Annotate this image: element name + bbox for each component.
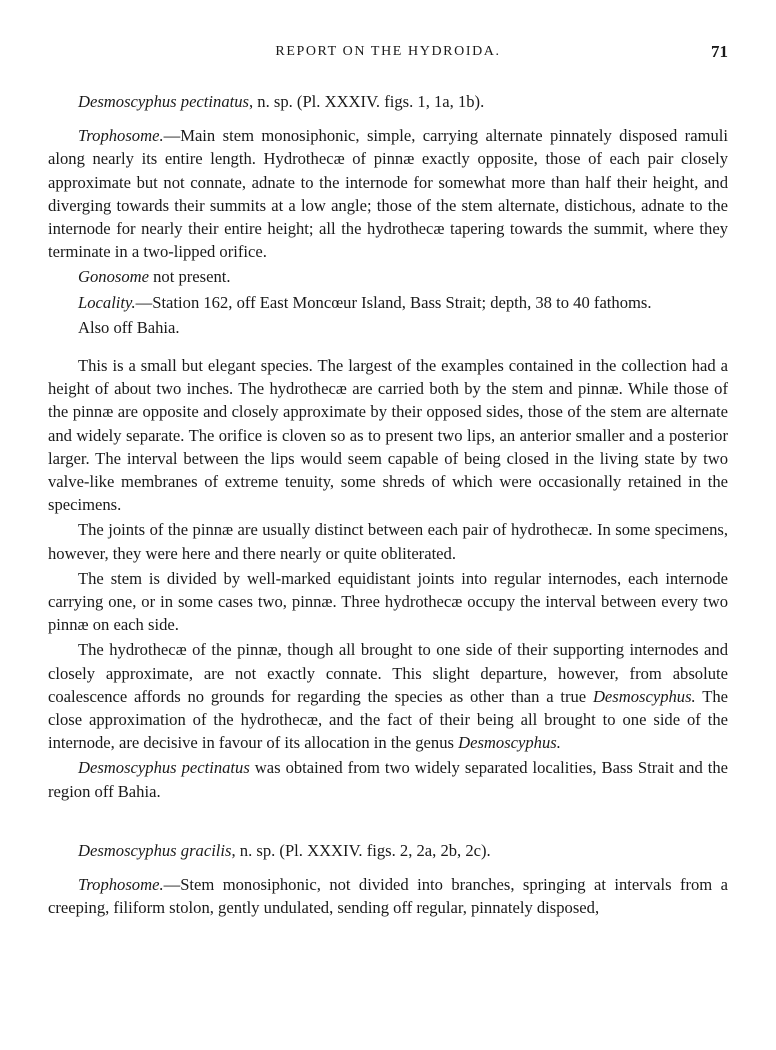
also-locality: Also off Bahia. [78, 317, 180, 337]
page-number: 71 [711, 42, 728, 61]
discussion-paragraph [48, 756, 728, 802]
species-heading-pectinatus [48, 90, 728, 113]
trophosome-label: Trophosome. [78, 126, 164, 146]
genus-name: Desmoscyphus. [458, 733, 561, 753]
trophosome-text: —Main stem monosiphonic, simple, carrying alternate pinnately disposed ramuli along nearly its entire length. Hydrothecæ of pinnæ exactly opposite, those of each pair closely approximate but not connate, adnate to the internode for somewhat more than half their height, and diverging towards their summits at a low angle; those of the stem alternate, distichous, adnate to the internode for nearly their entire height; all the hydrothecæ tapering towards the summit, where they terminate in a two-lipped orifice. [48, 126, 728, 262]
trophosome-text: —Stem monosiphonic, not divided into branches, springing at intervals from a creeping, filiform stolon, gently undulated, sending off regular, pinnately disposed, [48, 875, 728, 918]
locality-label: Locality. [78, 292, 136, 312]
discussion-paragraph [48, 638, 728, 754]
paragraph-text: The close approximation of the hydrothecæ, and the fact of their being all brought to one side of the internode, are decisive in favour of its allocation in the genus [48, 686, 729, 753]
species-plate-reference: , n. sp. (Pl. XXXIV. figs. 1, 1a, 1b). [248, 92, 485, 111]
species-name: Desmoscyphus gracilis [78, 840, 232, 860]
locality-note [48, 291, 728, 314]
gonosome-note [48, 265, 728, 288]
page-body [48, 90, 728, 920]
trophosome-description [48, 124, 728, 263]
paragraph-text: The hydrothecæ of the pinnæ, though all brought to one side of their supporting internodes and closely approximate, are not exactly connate. This slight departure, however, from absolute coalescence affords no grounds for regarding the species as other than a true [48, 640, 728, 706]
locality-text: —Station 162, off East Moncœur Island, Bass Strait; depth, 38 to 40 fathoms. [135, 292, 652, 312]
genus-name: Desmoscyphus. [592, 686, 696, 706]
trophosome-description [48, 873, 728, 919]
discussion-paragraph: The joints of the pinnæ are usually distinct between each pair of hydrothecæ. In some specimens, however, they were here and there nearly or quite obliterated. [48, 520, 728, 563]
gonosome-text: not present. [148, 267, 231, 287]
trophosome-label: Trophosome. [78, 875, 164, 895]
paragraph-text: was obtained from two widely separated localities, Bass Strait and the region off Bahia. [48, 758, 728, 801]
species-plate-reference: , n. sp. (Pl. XXXIV. figs. 2, 2a, 2b, 2c). [231, 840, 491, 860]
species-name: Desmoscyphus pectinatus [78, 92, 249, 111]
gonosome-label: Gonosome [78, 267, 149, 287]
species-name: Desmoscyphus pectinatus [78, 758, 250, 778]
species-heading-gracilis [48, 839, 728, 862]
running-head: REPORT ON THE HYDROIDA. [275, 44, 501, 59]
discussion-paragraph: The stem is divided by well-marked equidistant joints into regular internodes, each internode carrying one, or in some cases two, pinnæ. Three hydrothecæ occupy the interval between every two pinnæ on each side. [48, 568, 728, 635]
discussion-paragraph: This is a small but elegant species. The largest of the examples contained in the collection had a height of about two inches. The hydrothecæ are carried both by the stem and pinnæ. While those of the pinnæ are opposite and closely approximate by their opposed sides, those of the stem are alternate and widely separate. The orifice is cloven so as to present two lips, an anterior smaller and a posterior larger. The interval between the lips would seem capable of being closed in the living state by two valve-like membranes of extreme tenuity, some shreds of which were occasionally retained in the specimens. [48, 356, 728, 515]
page-header [48, 44, 728, 66]
